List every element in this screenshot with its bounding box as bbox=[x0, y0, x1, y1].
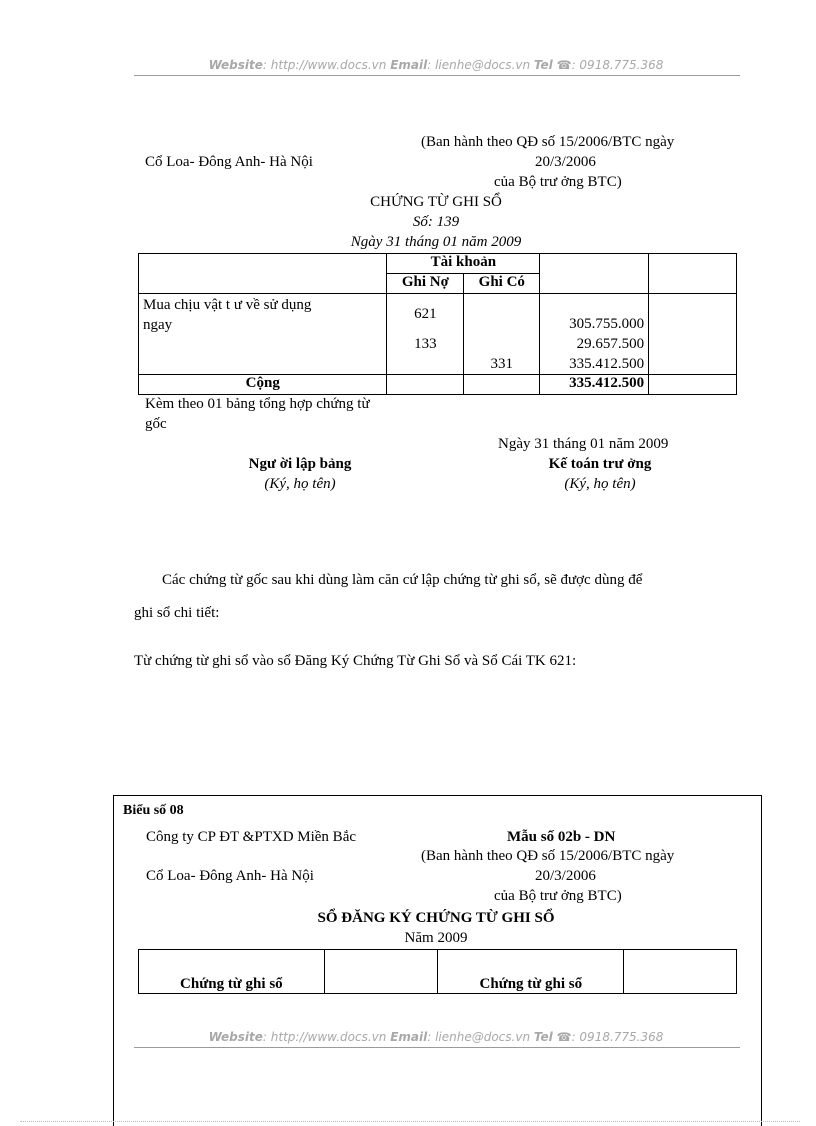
header-account: Tài khoản bbox=[387, 254, 540, 274]
amount-cell bbox=[540, 294, 649, 375]
tel-value: : 0918.775.368 bbox=[571, 58, 664, 72]
register-col-3: Chứng từ ghi sổ bbox=[438, 950, 624, 994]
form-number: Mẫu số 02b - DN bbox=[507, 829, 616, 845]
table-row-description bbox=[139, 294, 387, 375]
debit-cell bbox=[387, 294, 464, 375]
credit-cell bbox=[464, 294, 540, 375]
website-label: Website bbox=[208, 1030, 263, 1044]
preparer-title: Ngư ời lập bảng bbox=[248, 456, 352, 472]
voucher-table bbox=[138, 253, 737, 395]
accountant-title: Kế toán trư ởng bbox=[548, 456, 652, 472]
accountant-sign: (Ký, họ tên) bbox=[564, 476, 636, 492]
table-cell-empty bbox=[139, 254, 387, 294]
table-cell-empty bbox=[387, 375, 464, 395]
regulation-line-1: (Ban hành theo QĐ số 15/2006/BTC ngày bbox=[421, 134, 675, 150]
website-label: Website bbox=[208, 58, 263, 72]
document-number: Số: 139 bbox=[412, 214, 460, 230]
table-cell-empty bbox=[324, 950, 438, 994]
phone-icon: ☎ bbox=[556, 1030, 572, 1044]
email-label: Email bbox=[390, 58, 428, 72]
description-line-2: ngay bbox=[143, 317, 173, 333]
address: Cổ Loa- Đông Anh- Hà Nội bbox=[145, 154, 313, 170]
email-value: : lienhe@docs.vn bbox=[427, 1030, 531, 1044]
phone-icon: ☎ bbox=[556, 58, 572, 72]
attachment-line-2: gốc bbox=[145, 416, 167, 432]
regulation-line-2-b: 20/3/2006 bbox=[535, 868, 596, 884]
form-label: Biểu số 08 bbox=[123, 803, 184, 818]
amount-1: 305.755.000 bbox=[569, 316, 645, 332]
amount-3: 335.412.500 bbox=[569, 356, 645, 372]
tel-label: Tel bbox=[533, 58, 553, 72]
page-footer-header bbox=[134, 1030, 738, 1044]
register-col-1: Chứng từ ghi sổ bbox=[139, 950, 325, 994]
credit-331: 331 bbox=[490, 356, 514, 372]
paragraph-1-line-2: ghi sổ chi tiết: bbox=[134, 605, 220, 621]
footer-header-rule bbox=[134, 1047, 740, 1048]
company-name: Công ty CP ĐT &PTXD Miền Bắc bbox=[146, 829, 357, 845]
page-header bbox=[134, 58, 738, 72]
header-rule bbox=[134, 75, 740, 76]
paragraph-2: Từ chứng từ ghi sổ vào sổ Đăng Ký Chứng Từ Ghi Sổ và Sổ Cái TK 621: bbox=[134, 653, 577, 669]
email-value: : lienhe@docs.vn bbox=[427, 58, 531, 72]
table-cell-empty bbox=[649, 254, 737, 294]
regulation-line-1-b: (Ban hành theo QĐ số 15/2006/BTC ngày bbox=[421, 848, 675, 864]
table-cell-empty bbox=[649, 294, 737, 375]
paragraph-1-line-1: Các chứng từ gốc sau khi dùng làm căn cứ lập chứng từ ghi sổ, sẽ được dùng để bbox=[162, 572, 643, 588]
document-title: CHỨNG TỪ GHI SỔ bbox=[370, 194, 502, 210]
regulation-line-2: 20/3/2006 bbox=[535, 154, 596, 170]
tel-value: : 0918.775.368 bbox=[571, 1030, 664, 1044]
description-line-1: Mua chịu vật t ư về sử dụng bbox=[143, 297, 312, 313]
total-label: Cộng bbox=[139, 375, 387, 395]
sign-date: Ngày 31 tháng 01 năm 2009 bbox=[498, 436, 669, 452]
debit-621: 621 bbox=[414, 306, 437, 322]
register-table bbox=[138, 949, 737, 994]
email-label: Email bbox=[390, 1030, 428, 1044]
regulation-line-3: của Bộ trư ởng BTC) bbox=[494, 174, 622, 190]
total-amount: 335.412.500 bbox=[540, 375, 649, 395]
amount-2: 29.657.500 bbox=[576, 336, 645, 352]
debit-133: 133 bbox=[414, 336, 437, 352]
table-cell-empty bbox=[649, 375, 737, 395]
regulation-line-3-b: của Bộ trư ởng BTC) bbox=[494, 888, 622, 904]
document-date: Ngày 31 tháng 01 năm 2009 bbox=[350, 234, 522, 250]
attachment-line-1: Kèm theo 01 bảng tổng hợp chứng từ bbox=[145, 396, 370, 412]
table-cell-empty bbox=[540, 254, 649, 294]
address-b: Cổ Loa- Đông Anh- Hà Nội bbox=[146, 868, 314, 884]
website-value: : http://www.docs.vn bbox=[262, 1030, 387, 1044]
register-year: Năm 2009 bbox=[404, 930, 468, 946]
register-title: SỔ ĐĂNG KÝ CHỨNG TỪ GHI SỔ bbox=[317, 910, 555, 926]
header-debit: Ghi Nợ bbox=[387, 274, 464, 294]
website-value: : http://www.docs.vn bbox=[262, 58, 387, 72]
header-credit: Ghi Có bbox=[464, 274, 540, 294]
page-edge-dotted bbox=[20, 1121, 800, 1122]
table-cell-empty bbox=[624, 950, 737, 994]
table-cell-empty bbox=[464, 375, 540, 395]
preparer-sign: (Ký, họ tên) bbox=[264, 476, 336, 492]
tel-label: Tel bbox=[533, 1030, 553, 1044]
